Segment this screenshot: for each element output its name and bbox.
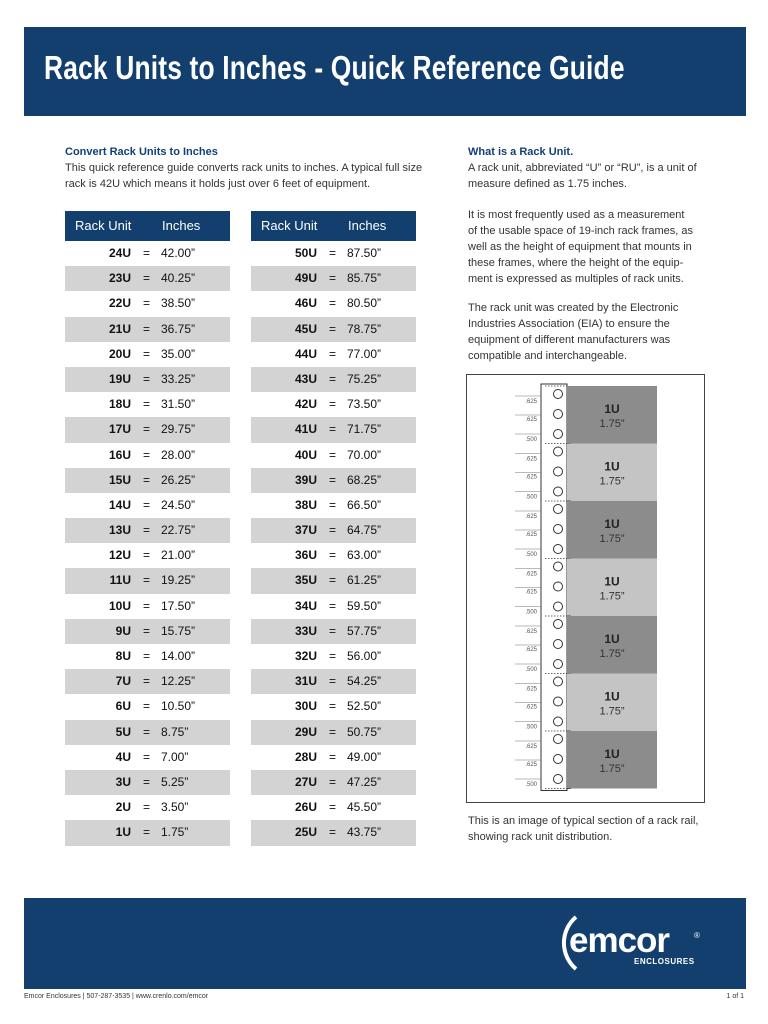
table-row xyxy=(65,468,230,493)
table-row xyxy=(251,266,416,291)
inches-value: 28.00” xyxy=(161,447,196,462)
equals-sign: = xyxy=(143,523,151,538)
table-row xyxy=(65,543,230,568)
equals-sign: = xyxy=(143,674,151,689)
table-row xyxy=(251,241,416,266)
rack-unit-value: 7U xyxy=(115,674,131,689)
table-row xyxy=(65,745,230,770)
equals-sign: = xyxy=(329,422,337,437)
rack-unit-value: 19U xyxy=(108,371,131,386)
conversion-table-left xyxy=(65,211,230,846)
inches-value: 68.25” xyxy=(347,472,382,487)
table-row xyxy=(65,493,230,518)
rail-hole xyxy=(554,562,563,571)
col-rack-unit: Rack Unit xyxy=(261,218,318,233)
equals-sign: = xyxy=(329,296,337,311)
footer-band xyxy=(24,898,746,989)
text-line: A rack unit, abbreviated “U” or “RU”, is a unit of xyxy=(468,162,697,174)
equals-sign: = xyxy=(143,371,151,386)
inches-value: 26.25” xyxy=(161,472,196,487)
rack-unit-value: 34U xyxy=(294,598,317,613)
rail-hole xyxy=(554,525,563,534)
inches-value: 70.00” xyxy=(347,447,382,462)
spacing-label: .625 xyxy=(525,629,537,635)
table-row xyxy=(65,443,230,468)
spacing-label: .625 xyxy=(525,532,537,538)
intro-paragraph xyxy=(65,160,422,192)
rail-hole xyxy=(554,545,563,554)
rack-unit-value: 18U xyxy=(108,397,131,412)
table-row xyxy=(251,770,416,795)
table-row xyxy=(65,619,230,644)
rack-unit-value: 45U xyxy=(294,321,317,336)
rack-rail-diagram xyxy=(466,374,705,803)
table-row xyxy=(251,568,416,593)
usage-paragraph xyxy=(468,207,693,287)
rack-unit-value: 2U xyxy=(115,800,131,815)
inches-value: 31.50” xyxy=(161,397,196,412)
table-row xyxy=(65,518,230,543)
text-line: of the usable space of 19-inch rack frames, as xyxy=(468,225,694,237)
inches-value: 75.25” xyxy=(347,371,382,386)
rack-unit-value: 28U xyxy=(294,749,317,764)
inches-value: 87.50” xyxy=(347,246,382,260)
table-row xyxy=(251,317,416,342)
inches-value: 40.25” xyxy=(161,271,196,286)
inches-value: 15.75” xyxy=(161,623,196,638)
table-row xyxy=(65,594,230,619)
spacing-label: .625 xyxy=(525,571,537,578)
rack-unit-value: 38U xyxy=(294,497,317,512)
rail-hole xyxy=(554,660,563,669)
table-row xyxy=(65,720,230,745)
rack-unit-value: 14U xyxy=(108,497,131,512)
unit-height-value: 1.75” xyxy=(599,648,625,660)
table-row xyxy=(65,392,230,417)
table-row xyxy=(65,342,230,367)
footer-contact: Emcor Enclosures | 507-287-3535 | www.crenlo.com/emcor xyxy=(24,993,209,1000)
equals-sign: = xyxy=(329,573,337,588)
text-line: This is an image of typical section of a rack rail, xyxy=(468,815,699,827)
table-row xyxy=(65,770,230,795)
spacing-label: .500 xyxy=(525,437,537,443)
convert-heading: Convert Rack Units to Inches xyxy=(65,146,218,158)
spacing-label: .500 xyxy=(525,667,537,673)
inches-value: 77.00” xyxy=(347,346,382,361)
equals-sign: = xyxy=(329,674,337,689)
equals-sign: = xyxy=(143,623,151,638)
equals-sign: = xyxy=(143,447,151,462)
rack-unit-value: 9U xyxy=(115,623,131,638)
inches-value: 10.50” xyxy=(161,699,196,714)
equals-sign: = xyxy=(143,246,151,260)
unit-height-value: 1.75” xyxy=(599,533,625,545)
equals-sign: = xyxy=(329,497,337,512)
text-line: It is most frequently used as a measurement xyxy=(468,209,685,221)
rail-hole xyxy=(554,410,563,419)
inches-value: 19.25” xyxy=(161,573,196,588)
unit-label: 1U xyxy=(604,402,620,416)
rack-unit-value: 27U xyxy=(294,774,317,789)
inches-value: 56.00” xyxy=(347,649,382,663)
inches-value: 43.75” xyxy=(347,825,382,840)
equals-sign: = xyxy=(143,649,151,663)
equals-sign: = xyxy=(329,346,337,361)
equals-sign: = xyxy=(329,397,337,412)
rack-unit-value: 36U xyxy=(294,548,317,563)
inches-value: 1.75” xyxy=(161,825,189,840)
inches-value: 3.50” xyxy=(161,800,189,815)
unit-label: 1U xyxy=(604,517,620,531)
col-inches: Inches xyxy=(162,218,201,233)
rack-unit-value: 1U xyxy=(115,825,131,840)
rack-unit-value: 13U xyxy=(108,523,131,538)
unit-label: 1U xyxy=(604,747,620,761)
table-row xyxy=(251,820,416,845)
inches-value: 8.75” xyxy=(161,724,189,739)
text-line: showing rack unit distribution. xyxy=(468,831,613,843)
inches-value: 71.75” xyxy=(347,422,382,437)
rack-unit-value: 6U xyxy=(115,699,131,714)
rack-unit-value: 31U xyxy=(294,674,317,689)
equals-sign: = xyxy=(329,523,337,538)
spacing-label: .500 xyxy=(525,782,537,788)
table-row xyxy=(251,543,416,568)
page-title: Rack Units to Inches - Quick Reference Guide xyxy=(44,49,625,86)
equals-sign: = xyxy=(329,246,337,260)
inches-value: 59.50” xyxy=(347,598,382,613)
inches-value: 80.50” xyxy=(347,296,382,311)
inches-value: 5.25” xyxy=(161,774,189,789)
rack-unit-value: 50U xyxy=(294,246,317,260)
unit-label: 1U xyxy=(604,459,620,474)
equals-sign: = xyxy=(143,271,151,286)
table-row xyxy=(251,443,416,468)
inches-value: 22.75” xyxy=(161,523,196,538)
spacing-label: .625 xyxy=(525,514,537,520)
rack-unit-value: 11U xyxy=(109,573,131,588)
rack-unit-heading: What is a Rack Unit. xyxy=(468,146,574,158)
equals-sign: = xyxy=(329,774,337,789)
table-row xyxy=(251,518,416,543)
equals-sign: = xyxy=(329,271,337,286)
inches-value: 85.75” xyxy=(347,271,382,286)
inches-value: 24.50” xyxy=(161,497,196,512)
text-line: The rack unit was created by the Electronic xyxy=(468,302,679,314)
table-row xyxy=(65,694,230,719)
spacing-label: .500 xyxy=(525,552,537,558)
rack-unit-value: 20U xyxy=(108,346,131,361)
table-row xyxy=(65,291,230,316)
text-line: equipment of different manufacturers was xyxy=(468,334,671,346)
rack-unit-value: 24U xyxy=(108,246,131,260)
rack-unit-value: 35U xyxy=(294,573,317,588)
table-row xyxy=(65,317,230,342)
rail-hole xyxy=(554,447,563,456)
spacing-label: .625 xyxy=(525,686,537,693)
rail-hole xyxy=(554,487,563,496)
table-row xyxy=(65,795,230,820)
equals-sign: = xyxy=(329,749,337,764)
rack-unit-value: 32U xyxy=(294,649,317,663)
rack-unit-value: 10U xyxy=(108,598,131,613)
inches-value: 57.75” xyxy=(347,623,382,638)
conversion-table-right xyxy=(251,211,416,846)
table-row xyxy=(251,745,416,770)
table-row xyxy=(251,694,416,719)
equals-sign: = xyxy=(329,800,337,815)
inches-value: 52.50” xyxy=(347,699,382,714)
inches-value: 35.00” xyxy=(161,346,196,361)
rack-unit-value: 33U xyxy=(294,623,317,638)
equals-sign: = xyxy=(143,800,151,815)
rail-hole xyxy=(554,677,563,686)
inches-value: 45.50” xyxy=(347,800,382,815)
rack-unit-value: 30U xyxy=(294,699,317,714)
equals-sign: = xyxy=(329,699,337,714)
rack-unit-value: 43U xyxy=(294,371,317,386)
rail-hole xyxy=(554,775,563,784)
table-row xyxy=(65,820,230,845)
intro-line: This quick reference guide converts rack units to inches. A typical full size xyxy=(65,162,423,174)
rail-hole xyxy=(554,735,563,744)
rack-unit-value: 41U xyxy=(294,422,317,437)
rack-unit-value: 42U xyxy=(294,397,317,412)
equals-sign: = xyxy=(329,598,337,613)
equals-sign: = xyxy=(143,472,151,487)
rack-unit-value: 25U xyxy=(294,825,317,840)
table-row xyxy=(251,619,416,644)
spacing-label: .500 xyxy=(525,609,537,616)
rack-unit-value: 29U xyxy=(294,724,317,739)
spacing-label: .625 xyxy=(525,417,537,423)
page-number: 1 of 1 xyxy=(726,993,744,1000)
logo-wordmark: emcor xyxy=(569,921,670,960)
intro-line: rack is 42U which means it holds just over 6 feet of equipment. xyxy=(65,178,371,190)
table-row xyxy=(251,417,416,442)
spacing-label: .625 xyxy=(525,647,537,653)
rail-hole xyxy=(554,602,563,611)
equals-sign: = xyxy=(143,699,151,714)
col-inches: Inches xyxy=(348,218,387,233)
table-row xyxy=(65,669,230,694)
spacing-label: .625 xyxy=(525,589,537,596)
rack-unit-value: 40U xyxy=(294,447,317,462)
equals-sign: = xyxy=(329,825,337,840)
table-header xyxy=(65,211,230,241)
rack-unit-value: 4U xyxy=(115,749,131,764)
inches-value: 54.25” xyxy=(347,674,382,689)
table-row xyxy=(65,266,230,291)
inches-value: 17.50” xyxy=(161,598,196,613)
rack-unit-value: 22U xyxy=(108,296,131,311)
spacing-label: .625 xyxy=(525,456,537,463)
rack-unit-value: 12U xyxy=(108,548,131,563)
equals-sign: = xyxy=(143,397,151,412)
inches-value: 61.25” xyxy=(347,573,382,588)
rail-hole xyxy=(554,582,563,591)
spacing-label: .625 xyxy=(525,399,537,405)
table-row xyxy=(251,720,416,745)
table-row xyxy=(65,367,230,392)
equals-sign: = xyxy=(329,623,337,638)
rail-hole xyxy=(554,640,563,649)
equals-sign: = xyxy=(143,321,151,336)
rack-rail-illustration xyxy=(467,375,704,802)
unit-label: 1U xyxy=(604,574,620,589)
table-row xyxy=(251,795,416,820)
rack-unit-value: 5U xyxy=(115,724,131,739)
equals-sign: = xyxy=(143,825,151,840)
inches-value: 78.75” xyxy=(347,321,382,336)
text-line: measure defined as 1.75 inches. xyxy=(468,178,627,190)
equals-sign: = xyxy=(143,548,151,563)
rack-unit-value: 39U xyxy=(294,472,317,487)
spacing-label: .625 xyxy=(525,474,537,481)
equals-sign: = xyxy=(329,371,337,386)
equals-sign: = xyxy=(143,573,151,588)
rack-unit-value: 46U xyxy=(294,296,317,311)
spacing-label: .625 xyxy=(525,744,537,750)
unit-height-value: 1.75” xyxy=(599,763,625,775)
rack-unit-value: 21U xyxy=(108,321,131,336)
table-row xyxy=(251,493,416,518)
rail-hole xyxy=(554,755,563,764)
equals-sign: = xyxy=(329,649,337,663)
rail-hole xyxy=(554,505,563,514)
table-row xyxy=(65,644,230,669)
equals-sign: = xyxy=(143,422,151,437)
table-row xyxy=(251,291,416,316)
rack-unit-value: 49U xyxy=(294,271,317,286)
logo-subtitle: ENCLOSURES xyxy=(634,957,695,966)
equals-sign: = xyxy=(143,749,151,764)
text-line: compatible and interchangeable. xyxy=(468,350,628,362)
equals-sign: = xyxy=(143,296,151,311)
equals-sign: = xyxy=(143,774,151,789)
unit-height-value: 1.75” xyxy=(599,590,625,603)
table-row xyxy=(251,342,416,367)
table-row xyxy=(65,568,230,593)
table-row xyxy=(251,594,416,619)
inches-value: 38.50” xyxy=(161,296,196,311)
unit-label: 1U xyxy=(604,689,620,704)
inches-value: 7.00” xyxy=(161,749,189,764)
inches-value: 36.75” xyxy=(161,321,196,336)
unit-height-value: 1.75” xyxy=(599,475,625,488)
table-row xyxy=(251,468,416,493)
table-row xyxy=(65,241,230,266)
rail-hole xyxy=(554,697,563,706)
inches-value: 47.25” xyxy=(347,774,382,789)
rail-hole xyxy=(554,467,563,476)
unit-height-value: 1.75” xyxy=(599,705,625,718)
equals-sign: = xyxy=(329,472,337,487)
spacing-label: .500 xyxy=(525,494,537,501)
inches-value: 49.00” xyxy=(347,749,382,764)
inches-value: 42.00” xyxy=(161,246,196,260)
logo-registered-mark: ® xyxy=(694,931,700,940)
history-paragraph xyxy=(468,300,678,364)
spacing-label: .625 xyxy=(525,704,537,711)
rack-unit-value: 16U xyxy=(108,447,131,462)
unit-height-value: 1.75” xyxy=(599,418,625,430)
table-row xyxy=(65,417,230,442)
inches-value: 21.00” xyxy=(161,548,196,563)
spacing-label: .500 xyxy=(525,724,537,731)
table-row xyxy=(251,392,416,417)
inches-value: 66.50” xyxy=(347,497,382,512)
inches-value: 12.25” xyxy=(161,674,196,689)
inches-value: 63.00” xyxy=(347,548,382,563)
table-header xyxy=(251,211,416,241)
inches-value: 14.00” xyxy=(161,649,196,663)
text-line: well as the height of equipment that mounts in xyxy=(468,241,692,253)
equals-sign: = xyxy=(143,346,151,361)
col-rack-unit: Rack Unit xyxy=(75,218,132,233)
rack-unit-value: 8U xyxy=(115,649,131,663)
rack-unit-value: 23U xyxy=(108,271,131,286)
rail-hole xyxy=(554,717,563,726)
rack-unit-value: 17U xyxy=(108,422,131,437)
rack-unit-value: 37U xyxy=(294,523,317,538)
equals-sign: = xyxy=(143,598,151,613)
equals-sign: = xyxy=(329,724,337,739)
inches-value: 73.50” xyxy=(347,397,382,412)
table-row xyxy=(251,669,416,694)
inches-value: 29.75” xyxy=(161,422,196,437)
rack-unit-value: 26U xyxy=(294,800,317,815)
inches-value: 64.75” xyxy=(347,523,382,538)
rail-hole xyxy=(554,390,563,399)
text-line: ment is expressed as multiples of rack units. xyxy=(468,273,684,285)
rack-unit-value: 3U xyxy=(115,774,131,789)
text-line: these frames, where the height of the equip- xyxy=(468,257,684,269)
equals-sign: = xyxy=(329,321,337,336)
rail-hole xyxy=(554,620,563,629)
equals-sign: = xyxy=(329,548,337,563)
inches-value: 50.75” xyxy=(347,724,382,739)
equals-sign: = xyxy=(143,724,151,739)
inches-value: 33.25” xyxy=(161,371,196,386)
equals-sign: = xyxy=(143,497,151,512)
definition-paragraph xyxy=(468,160,697,192)
rack-unit-value: 44U xyxy=(294,346,317,361)
rack-unit-value: 15U xyxy=(108,472,131,487)
table-row xyxy=(251,367,416,392)
text-line: Industries Association (EIA) to ensure the xyxy=(468,318,670,330)
table-row xyxy=(251,644,416,669)
diagram-caption xyxy=(468,813,698,845)
equals-sign: = xyxy=(329,447,337,462)
rail-hole xyxy=(554,430,563,439)
unit-label: 1U xyxy=(604,632,620,646)
emcor-logo xyxy=(24,898,746,989)
spacing-label: .625 xyxy=(525,762,537,768)
